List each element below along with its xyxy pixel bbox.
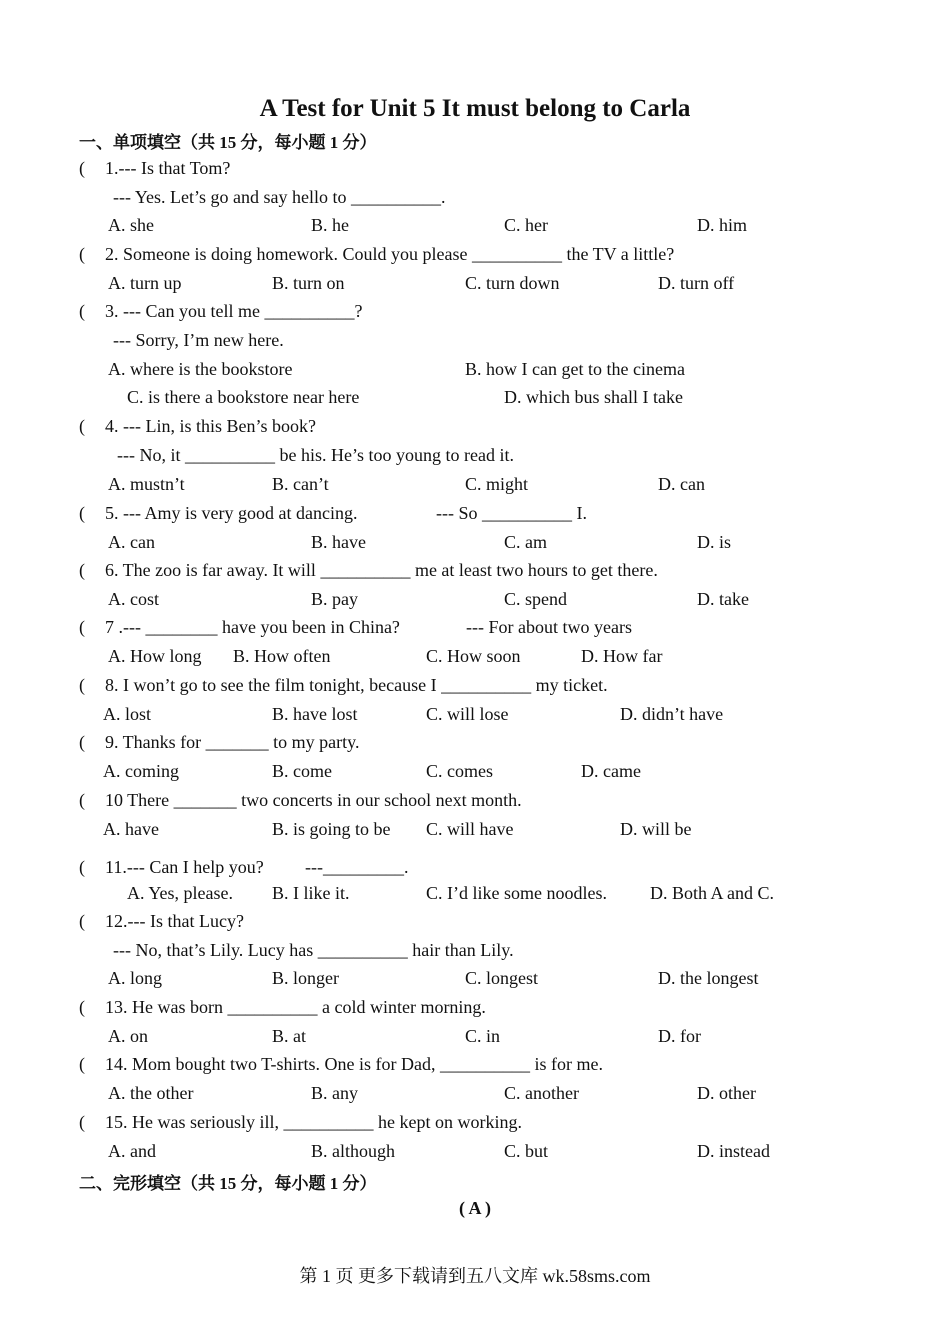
option-b: B. can’t: [272, 474, 329, 494]
option-b: B. I like it.: [272, 883, 350, 903]
option-d: D. take: [697, 589, 749, 609]
page-footer: 第 1 页 更多下载请到五八文库 wk.58sms.com: [299, 1266, 651, 1286]
option-c: C. will lose: [426, 704, 509, 724]
option-d: D. is: [697, 532, 732, 552]
option-c: C. I’d like some noodles.: [426, 883, 607, 903]
option-a: A. cost: [108, 589, 159, 609]
question-reply: ---_________.: [305, 857, 409, 877]
option-d: D. for: [658, 1026, 701, 1046]
option-a: A. can: [108, 532, 155, 552]
question-stem: 10 There _______ two concerts in our school next month.: [105, 790, 522, 810]
option-c: C. is there a bookstore near here: [127, 387, 360, 407]
question-stem: 9. Thanks for _______ to my party.: [105, 732, 360, 752]
option-d: D. which bus shall I take: [504, 387, 683, 407]
option-b: B. longer: [272, 968, 339, 988]
option-d: D. him: [697, 215, 748, 235]
question-8: ( 8. I won’t go to see the film tonight, because I __________ my ticket.: [79, 675, 608, 695]
option-b: B. is going to be: [272, 819, 391, 839]
question-stem: 13. He was born __________ a cold winter morning.: [105, 997, 486, 1017]
option-d: D. other: [697, 1083, 756, 1103]
option-b: B. although: [311, 1141, 395, 1161]
option-a: A. turn up: [108, 273, 182, 293]
option-b: B. have: [311, 532, 366, 552]
option-c: C. spend: [504, 589, 567, 609]
question-line: --- No, that’s Lily. Lucy has __________ hair than Lily.: [113, 940, 514, 960]
question-reply: --- For about two years: [466, 617, 632, 637]
question-stem: 7 .--- ________ have you been in China?: [105, 617, 400, 637]
question-stem: 14. Mom bought two T-shirts. One is for Dad, __________ is for me.: [105, 1054, 603, 1074]
option-a: A. have: [103, 819, 159, 839]
question-stem: 4. --- Lin, is this Ben’s book?: [105, 416, 316, 436]
option-c: C. another: [504, 1083, 579, 1103]
question-stem: 15. He was seriously ill, __________ he kept on working.: [105, 1112, 522, 1132]
option-a: A. coming: [103, 761, 179, 781]
option-d: D. can: [658, 474, 705, 494]
option-b: B. any: [311, 1083, 358, 1103]
option-a: A. How long: [108, 646, 202, 666]
option-b: B. how I can get to the cinema: [465, 359, 685, 379]
option-d: D. came: [581, 761, 641, 781]
option-a: A. on: [108, 1026, 148, 1046]
option-a: A. long: [108, 968, 162, 988]
option-a: A. Yes, please.: [127, 883, 233, 903]
option-a: A. and: [108, 1141, 156, 1161]
question-line: --- No, it __________ be his. He’s too young to read it.: [117, 445, 514, 465]
option-d: D. didn’t have: [620, 704, 724, 724]
option-c: C. comes: [426, 761, 493, 781]
option-a: A. lost: [103, 704, 152, 724]
option-b: B. pay: [311, 589, 358, 609]
question-15: ( 15. He was seriously ill, __________ he kept on working.: [79, 1112, 522, 1132]
option-c: C. her: [504, 215, 548, 235]
option-a: A. the other: [108, 1083, 194, 1103]
option-c: C. might: [465, 474, 529, 494]
option-a: A. she: [108, 215, 154, 235]
option-b: B. he: [311, 215, 349, 235]
option-b: B. at: [272, 1026, 306, 1046]
question-13: ( 13. He was born __________ a cold winter morning.: [79, 997, 486, 1017]
page-title: A Test for Unit 5 It must belong to Carla: [259, 95, 691, 122]
question-6: ( 6. The zoo is far away. It will __________ me at least two hours to get there.: [79, 560, 658, 580]
option-c: C. will have: [426, 819, 514, 839]
question-stem: 1.--- Is that Tom?: [105, 158, 231, 178]
option-d: D. instead: [697, 1141, 770, 1161]
question-14: ( 14. Mom bought two T-shirts. One is for Dad, __________ is for me.: [79, 1054, 603, 1074]
option-b: B. How often: [233, 646, 331, 666]
option-b: B. come: [272, 761, 332, 781]
question-12: ( 12.--- Is that Lucy?: [79, 911, 244, 931]
option-c: C. turn down: [465, 273, 560, 293]
option-c: C. but: [504, 1141, 549, 1161]
question-stem: 12.--- Is that Lucy?: [105, 911, 244, 931]
option-a: A. mustn’t: [108, 474, 185, 494]
option-c: C. longest: [465, 968, 539, 988]
question-stem: 6. The zoo is far away. It will __________ me at least two hours to get there.: [105, 560, 658, 580]
option-c: C. in: [465, 1026, 501, 1046]
question-stem: 8. I won’t go to see the film tonight, because I __________ my ticket.: [105, 675, 608, 695]
question-2: ( 2. Someone is doing homework. Could you please __________ the TV a little?: [79, 244, 675, 264]
question-stem: 11.--- Can I help you?: [105, 857, 264, 877]
question-9: ( 9. Thanks for _______ to my party.: [79, 732, 360, 752]
option-c: C. am: [504, 532, 547, 552]
option-d: D. will be: [620, 819, 692, 839]
question-reply: --- So __________ I.: [436, 503, 587, 523]
option-d: D. the longest: [658, 968, 759, 988]
section-heading-1: 一、单项填空（共 15 分，每小题 1 分）: [79, 133, 377, 152]
question-11: ( 11.--- Can I help you?: [79, 857, 264, 877]
question-stem: 2. Someone is doing homework. Could you please __________ the TV a little?: [105, 244, 675, 264]
passage-label: ( A ): [458, 1198, 491, 1218]
section-heading-2: 二、完形填空（共 15 分，每小题 1 分）: [79, 1174, 377, 1193]
question-stem: 5. --- Amy is very good at dancing.: [105, 503, 358, 523]
option-d: D. turn off: [658, 273, 735, 293]
question-stem: 3. --- Can you tell me __________?: [105, 301, 363, 321]
question-line: --- Yes. Let’s go and say hello to __________.: [113, 187, 446, 207]
question-4: ( 4. --- Lin, is this Ben’s book?: [79, 416, 316, 436]
question-1: ( 1.--- Is that Tom?: [79, 158, 231, 178]
question-line: --- Sorry, I’m new here.: [113, 330, 284, 350]
option-a: A. where is the bookstore: [108, 359, 293, 379]
option-b: B. turn on: [272, 273, 345, 293]
question-10: ( 10 There _______ two concerts in our school next month.: [79, 790, 522, 810]
question-7: ( 7 .--- ________ have you been in China?: [79, 617, 400, 637]
option-d: D. Both A and C.: [650, 883, 775, 903]
question-3: ( 3. --- Can you tell me __________?: [79, 301, 363, 321]
option-b: B. have lost: [272, 704, 358, 724]
option-d: D. How far: [581, 646, 663, 666]
question-5: ( 5. --- Amy is very good at dancing.: [79, 503, 358, 523]
option-c: C. How soon: [426, 646, 521, 666]
